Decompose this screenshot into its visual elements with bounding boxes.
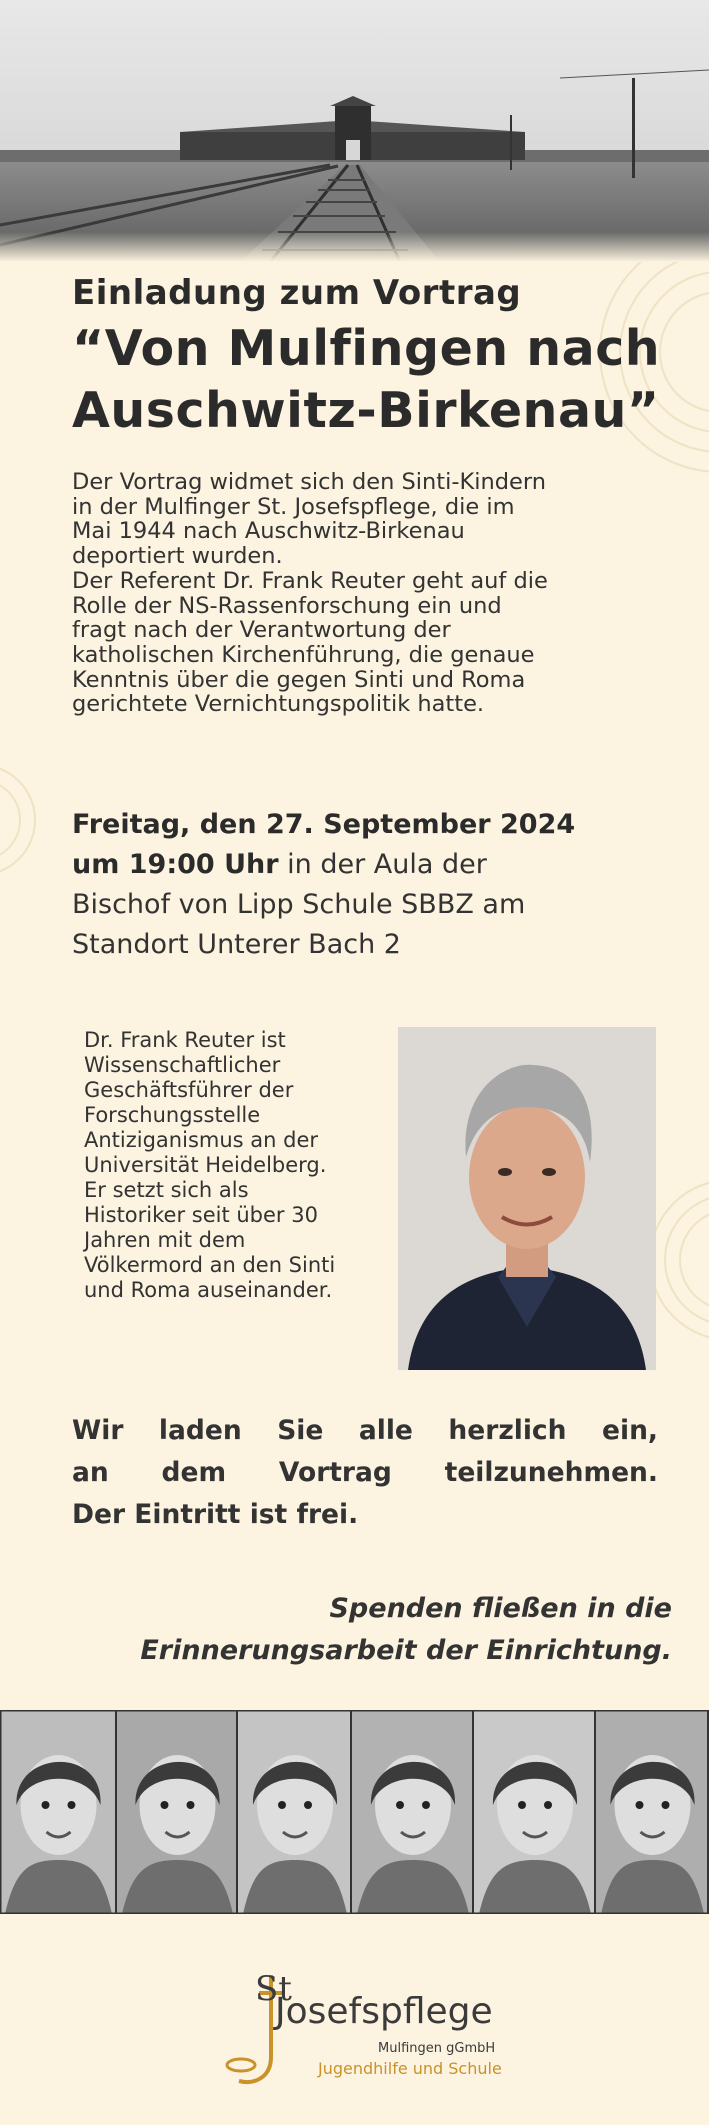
- child-portrait: [474, 1710, 596, 1914]
- intro-line: Der Referent Dr. Frank Reuter geht auf die: [72, 567, 548, 594]
- speaker-bio: [84, 1028, 384, 1303]
- railway-gate-illustration: [0, 0, 709, 262]
- event-time: um 19:00 Uhr: [72, 849, 279, 880]
- josefspflege-logo: [215, 1965, 515, 2095]
- bio-line: Geschäftsführer der: [84, 1078, 294, 1102]
- title-line: Auschwitz-Birkenau”: [72, 382, 660, 439]
- bio-line: Völkermord an den Sinti: [84, 1253, 336, 1277]
- donation-note: [72, 1588, 672, 1672]
- child-portrait: [352, 1710, 474, 1914]
- event-time-line: [72, 845, 672, 885]
- donation-line: Erinnerungsarbeit der Einrichtung.: [140, 1635, 672, 1666]
- bio-line: Antiziganismus an der: [84, 1128, 319, 1152]
- event-venue-line: Standort Unterer Bach 2: [72, 929, 401, 960]
- logo-subtitle: Mulfingen gGmbH: [378, 2041, 496, 2056]
- event-date-line: [72, 805, 672, 845]
- event-venue-line: Bischof von Lipp Schule SBBZ am: [72, 889, 526, 920]
- portrait-illustration: [398, 1027, 656, 1370]
- bio-line: Forschungsstelle: [84, 1103, 261, 1127]
- donation-line: Spenden fließen in die: [329, 1593, 672, 1624]
- bio-line: Universität Heidelberg.: [84, 1153, 327, 1177]
- invitation-text: [72, 1410, 658, 1536]
- page-title: [72, 318, 672, 442]
- children-portraits-strip: [0, 1710, 709, 1914]
- intro-line: Mai 1944 nach Auschwitz-Birkenau: [72, 518, 465, 545]
- speaker-portrait: [398, 1027, 656, 1370]
- invite-line: Wir laden Sie alle herzlich ein,: [72, 1415, 658, 1446]
- intro-line: Der Vortrag widmet sich den Sinti-Kindern: [72, 469, 546, 495]
- bio-line: und Roma auseinander.: [84, 1278, 333, 1302]
- intro-line: Rolle der NS-Rassenforschung ein und: [72, 592, 502, 619]
- invite-line: Der Eintritt ist frei.: [72, 1499, 359, 1530]
- bio-line: Historiker seit über 30: [84, 1203, 318, 1227]
- logo-st: St: [255, 1969, 292, 2009]
- event-details: [72, 805, 672, 965]
- logo-tagline: Jugendhilfe und Schule: [318, 2059, 502, 2078]
- intro-line: in der Mulfinger St. Josefspflege, die im: [72, 493, 515, 520]
- intro-line: Kenntnis über die gegen Sinti und Roma: [72, 666, 526, 693]
- event-venue: in der Aula der: [278, 849, 487, 880]
- intro-line: katholischen Kirchenführung, die genaue: [72, 641, 535, 668]
- bio-line: Wissenschaftlicher: [84, 1053, 281, 1077]
- children-portraits-illustration: [0, 1710, 709, 1914]
- invite-line: an dem Vortrag teilzunehmen.: [72, 1457, 658, 1488]
- bio-line: Dr. Frank Reuter ist: [84, 1028, 286, 1052]
- intro-line: fragt nach der Verantwortung der: [72, 617, 451, 644]
- bio-line: Er setzt sich als: [84, 1178, 249, 1202]
- child-portrait: [238, 1710, 352, 1914]
- title-line: “Von Mulfingen nach: [72, 320, 661, 377]
- child-portrait: [596, 1710, 709, 1914]
- bio-line: Jahren mit dem: [84, 1228, 246, 1252]
- event-date: Freitag, den 27. September 2024: [72, 809, 576, 840]
- child-portrait: [117, 1710, 238, 1914]
- intro-line: deportiert wurden.: [72, 543, 283, 570]
- intro-line: gerichtete Vernichtungspolitik hatte.: [72, 691, 485, 718]
- child-portrait: [0, 1710, 117, 1914]
- subtitle: Einladung zum Vortrag: [72, 273, 522, 313]
- logo-name: Josefspflege: [275, 1991, 493, 2032]
- intro-paragraph: [72, 470, 672, 717]
- hero-photo: [0, 0, 709, 262]
